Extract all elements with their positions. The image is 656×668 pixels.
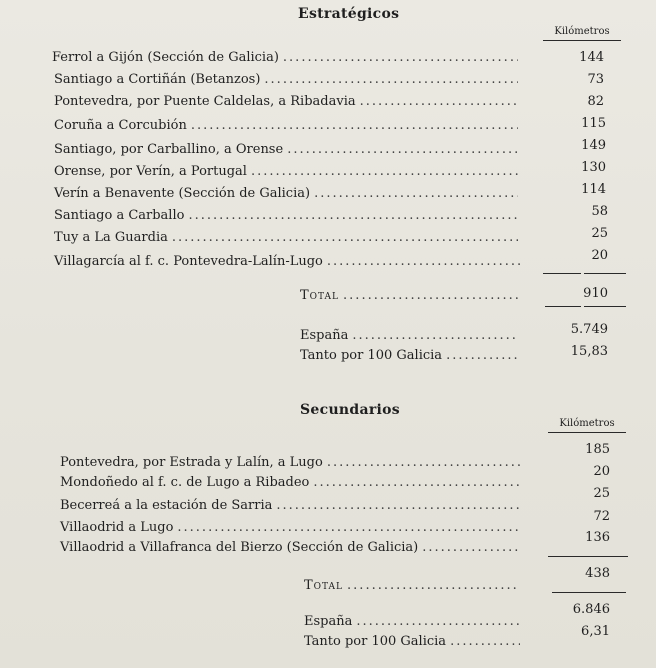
leader-dots xyxy=(352,328,518,343)
table-row xyxy=(60,540,524,562)
table-row xyxy=(54,72,522,94)
sum-rule xyxy=(584,273,626,274)
route-km: 185 xyxy=(585,442,610,457)
leader-dots xyxy=(276,498,520,513)
percent-label: Tanto por 100 Galicia xyxy=(300,348,443,363)
leader-dots xyxy=(313,475,520,490)
spain-row xyxy=(304,614,524,636)
leader-dots xyxy=(450,634,520,649)
route-km: 25 xyxy=(593,486,610,501)
route-name: Verín a Benavente (Sección de Galicia) xyxy=(54,186,311,201)
total-row xyxy=(300,288,522,310)
route-name: Orense, por Verín, a Portugal xyxy=(54,164,247,179)
table-row xyxy=(54,230,522,252)
table-row xyxy=(60,455,524,477)
unit-header-secondary: Kilómetros xyxy=(548,418,626,433)
leader-dots xyxy=(188,208,518,223)
leader-dots xyxy=(287,142,518,157)
route-name: Pontevedra, por Puente Caldelas, a Ribadavia xyxy=(54,94,356,109)
table-row xyxy=(54,142,522,164)
leader-dots xyxy=(283,50,518,65)
leader-dots xyxy=(191,118,518,133)
leader-dots xyxy=(356,614,520,629)
leader-dots xyxy=(327,455,520,470)
route-name: Pontevedra, por Estrada y Lalín, a Lugo xyxy=(60,455,323,470)
sum-rule xyxy=(548,556,628,557)
leader-dots xyxy=(264,72,518,87)
total-value: 910 xyxy=(583,286,608,301)
route-name: Coruña a Corcubión xyxy=(54,118,187,133)
table-row xyxy=(54,118,522,140)
leader-dots xyxy=(251,164,518,179)
route-km: 20 xyxy=(591,248,608,263)
leader-dots xyxy=(172,230,518,245)
leader-dots xyxy=(314,186,518,201)
route-km: 72 xyxy=(593,509,610,524)
section-heading-strategic: Estratégicos xyxy=(298,6,400,22)
route-name: Ferrol a Gijón (Sección de Galicia) xyxy=(52,50,279,65)
spain-row xyxy=(300,328,522,350)
table-row xyxy=(54,164,522,186)
route-km: 115 xyxy=(581,116,606,131)
route-km: 20 xyxy=(593,464,610,479)
route-km: 25 xyxy=(591,226,608,241)
table-row xyxy=(60,498,524,520)
route-name: Villaodrid a Lugo xyxy=(60,520,174,535)
route-name: Santiago a Cortiñán (Betanzos) xyxy=(54,72,261,87)
total-value: 438 xyxy=(585,566,610,581)
leader-dots xyxy=(422,540,520,555)
route-km: 130 xyxy=(581,160,606,175)
total-label: Total xyxy=(300,288,340,303)
route-km: 114 xyxy=(581,182,606,197)
sum-rule xyxy=(545,306,581,307)
route-km: 73 xyxy=(587,72,604,87)
percent-label: Tanto por 100 Galicia xyxy=(304,634,447,649)
route-name: Villagarcía al f. c. Pontevedra-Lalín-Lugo xyxy=(54,254,323,269)
sum-rule xyxy=(543,273,581,274)
leader-dots xyxy=(360,94,518,109)
total-row xyxy=(304,578,524,600)
route-name: Mondoñedo al f. c. de Lugo a Ribadeo xyxy=(60,475,310,490)
route-name: Becerreá a la estación de Sarria xyxy=(60,498,273,513)
spain-label: España xyxy=(300,328,349,343)
route-name: Tuy a La Guardia xyxy=(54,230,168,245)
percent-value: 6,31 xyxy=(581,624,610,639)
leader-dots xyxy=(347,578,520,593)
table-row xyxy=(54,254,524,276)
leader-dots xyxy=(343,288,518,303)
leader-dots xyxy=(177,520,520,535)
percent-value: 15,83 xyxy=(570,344,608,359)
route-name: Santiago a Carballo xyxy=(54,208,185,223)
leader-dots xyxy=(327,254,520,269)
route-km: 82 xyxy=(587,94,604,109)
spain-value: 5.749 xyxy=(570,322,608,337)
table-row xyxy=(54,208,522,230)
section-heading-secondary: Secundarios xyxy=(300,402,400,418)
route-km: 149 xyxy=(581,138,606,153)
leader-dots xyxy=(446,348,518,363)
percent-row xyxy=(300,348,522,370)
route-km: 58 xyxy=(591,204,608,219)
sum-rule xyxy=(584,306,626,307)
route-name: Santiago, por Carballino, a Orense xyxy=(54,142,284,157)
table-row xyxy=(54,186,522,208)
route-km: 136 xyxy=(585,530,610,545)
spain-value: 6.846 xyxy=(572,602,610,617)
route-name: Villaodrid a Villafranca del Bierzo (Sección de Galicia) xyxy=(60,540,419,555)
route-km: 144 xyxy=(579,50,604,65)
unit-header-strategic: Kilómetros xyxy=(543,26,621,41)
table-row xyxy=(52,50,522,72)
spain-label: España xyxy=(304,614,353,629)
table-row xyxy=(54,94,522,116)
total-label: Total xyxy=(304,578,344,593)
table-row xyxy=(60,520,524,542)
sum-rule xyxy=(552,592,626,593)
percent-row xyxy=(304,634,524,656)
table-row xyxy=(60,475,524,497)
